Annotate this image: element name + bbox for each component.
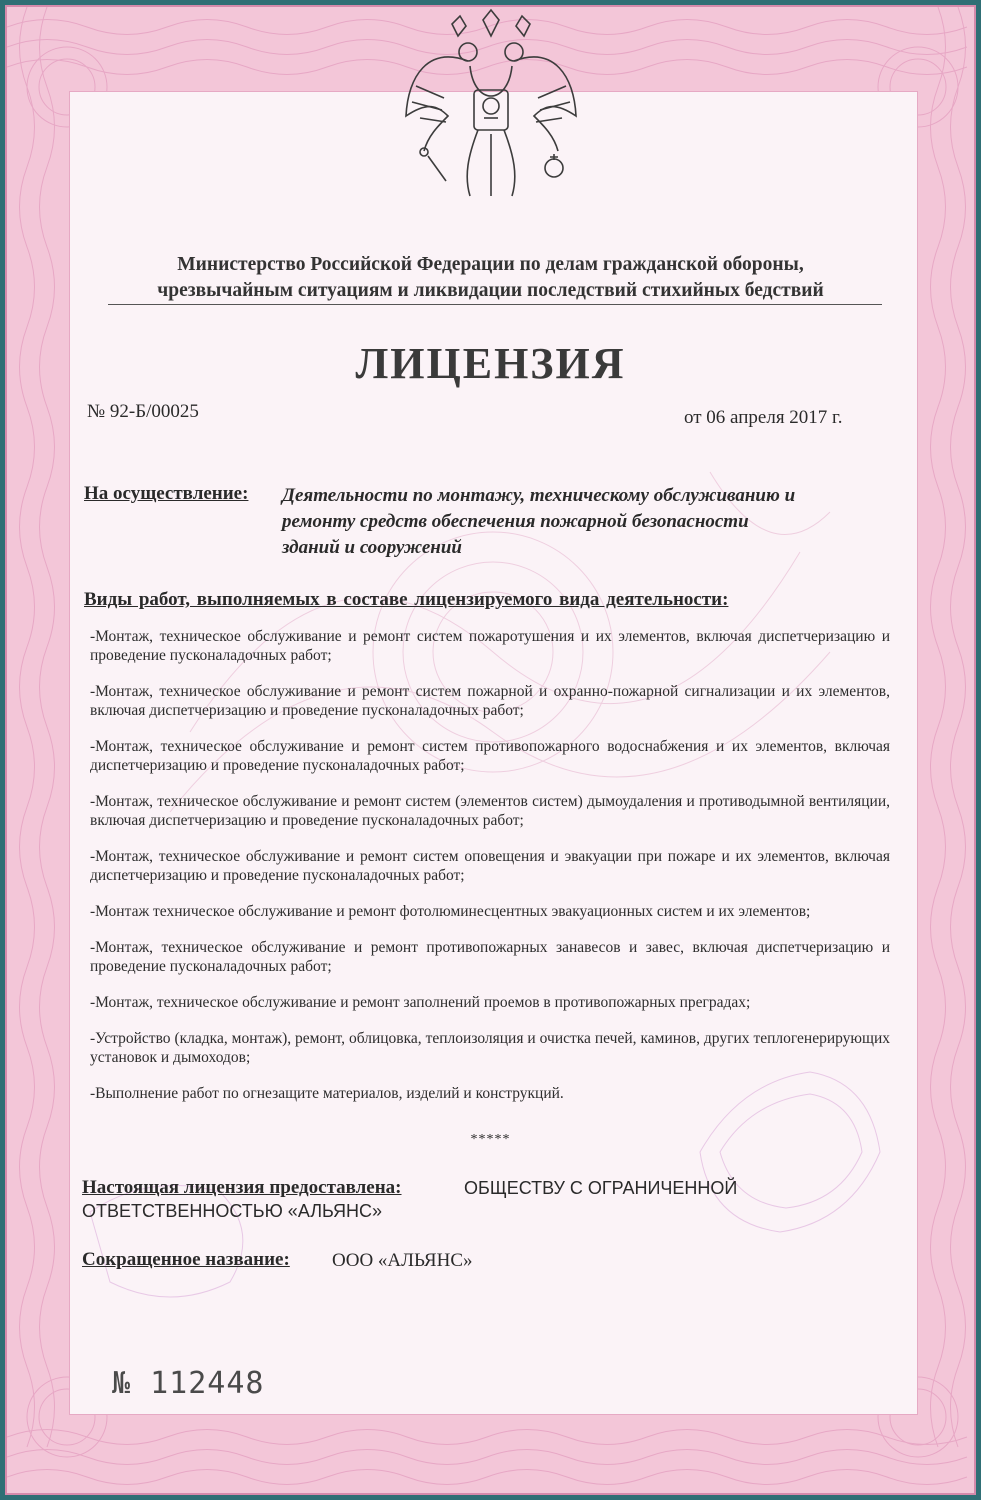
licensee-label: Настоящая лицензия предоставлена: <box>82 1177 402 1198</box>
activity-text: Деятельности по монтажу, техническому обслуживанию и ремонту средств обеспечения пожарной безопасности зданий и сооружений <box>282 485 796 558</box>
licensee-full-name: ОБЩЕСТВУ С ОГРАНИЧЕННОЙ ОТВЕТСТВЕННОСТЬЮ «АЛЬЯНС» <box>82 1178 738 1221</box>
work-types-list <box>90 627 890 1120</box>
work-item: -Монтаж, техническое обслуживание и ремонт систем оповещения и эвакуации при пожаре и их элементов, включая диспетчеризацию и проведение пусконаладочных работ; <box>90 848 890 884</box>
short-name-value: ООО «АЛЬЯНС» <box>332 1250 473 1271</box>
work-item: -Монтаж, техническое обслуживание и ремонт систем противопожарного водоснабжения и их элементов, включая диспетчеризацию и проведение пусконаладочных работ; <box>90 738 890 774</box>
work-item: -Монтаж, техническое обслуживание и ремонт систем пожарной и охранно-пожарной сигнализации и их элементов, включая диспетчеризацию и проведение пусконаладочных работ; <box>90 683 890 719</box>
work-item: -Монтаж, техническое обслуживание и ремонт заполнений проемов в противопожарных преградах; <box>90 994 751 1011</box>
document-title: ЛИЦЕНЗИЯ <box>355 339 626 388</box>
work-types-heading: Виды работ, выполняемых в составе лицензируемого вида деятельности: <box>84 589 729 610</box>
work-item: -Устройство (кладка, монтаж), ремонт, облицовка, теплоизоляция и очистка печей, каминов, других теплогенерирующих установок и дымоходов; <box>90 1030 890 1066</box>
work-item: -Монтаж, техническое обслуживание и ремонт противопожарных занавесов и завес, включая диспетчеризацию и проведение пусконаладочных работ; <box>90 939 890 975</box>
license-number: № 92-Б/00025 <box>87 401 199 422</box>
form-serial-number: № 112448 <box>112 1366 265 1401</box>
ministry-name-line-1: Министерство Российской Федерации по делам гражданской обороны, <box>177 254 804 275</box>
section-separator: ***** <box>470 1132 511 1147</box>
work-item: -Монтаж техническое обслуживание и ремонт фотолюминесцентных эвакуационных систем и их элементов; <box>90 903 811 920</box>
ministry-name-line-2: чрезвычайным ситуациям и ликвидации последствий стихийных бедствий <box>157 280 824 301</box>
coat-of-arms-icon <box>398 6 584 212</box>
license-date: от 06 апреля 2017 г. <box>684 407 843 428</box>
work-item: -Монтаж, техническое обслуживание и ремонт систем пожаротушения и их элементов, включая диспетчеризацию и проведение пусконаладочных работ; <box>90 628 890 664</box>
activity-label: На осуществление: <box>84 483 249 504</box>
work-item: -Монтаж, техническое обслуживание и ремонт систем (элементов систем) дымоудаления и противодымной вентиляции, включая диспетчеризацию и проведение пусконаладочных работ; <box>90 793 890 829</box>
ministry-divider <box>108 304 882 305</box>
work-item: -Выполнение работ по огнезащите материалов, изделий и конструкций. <box>90 1085 564 1102</box>
short-name-label: Сокращенное название: <box>82 1249 290 1270</box>
